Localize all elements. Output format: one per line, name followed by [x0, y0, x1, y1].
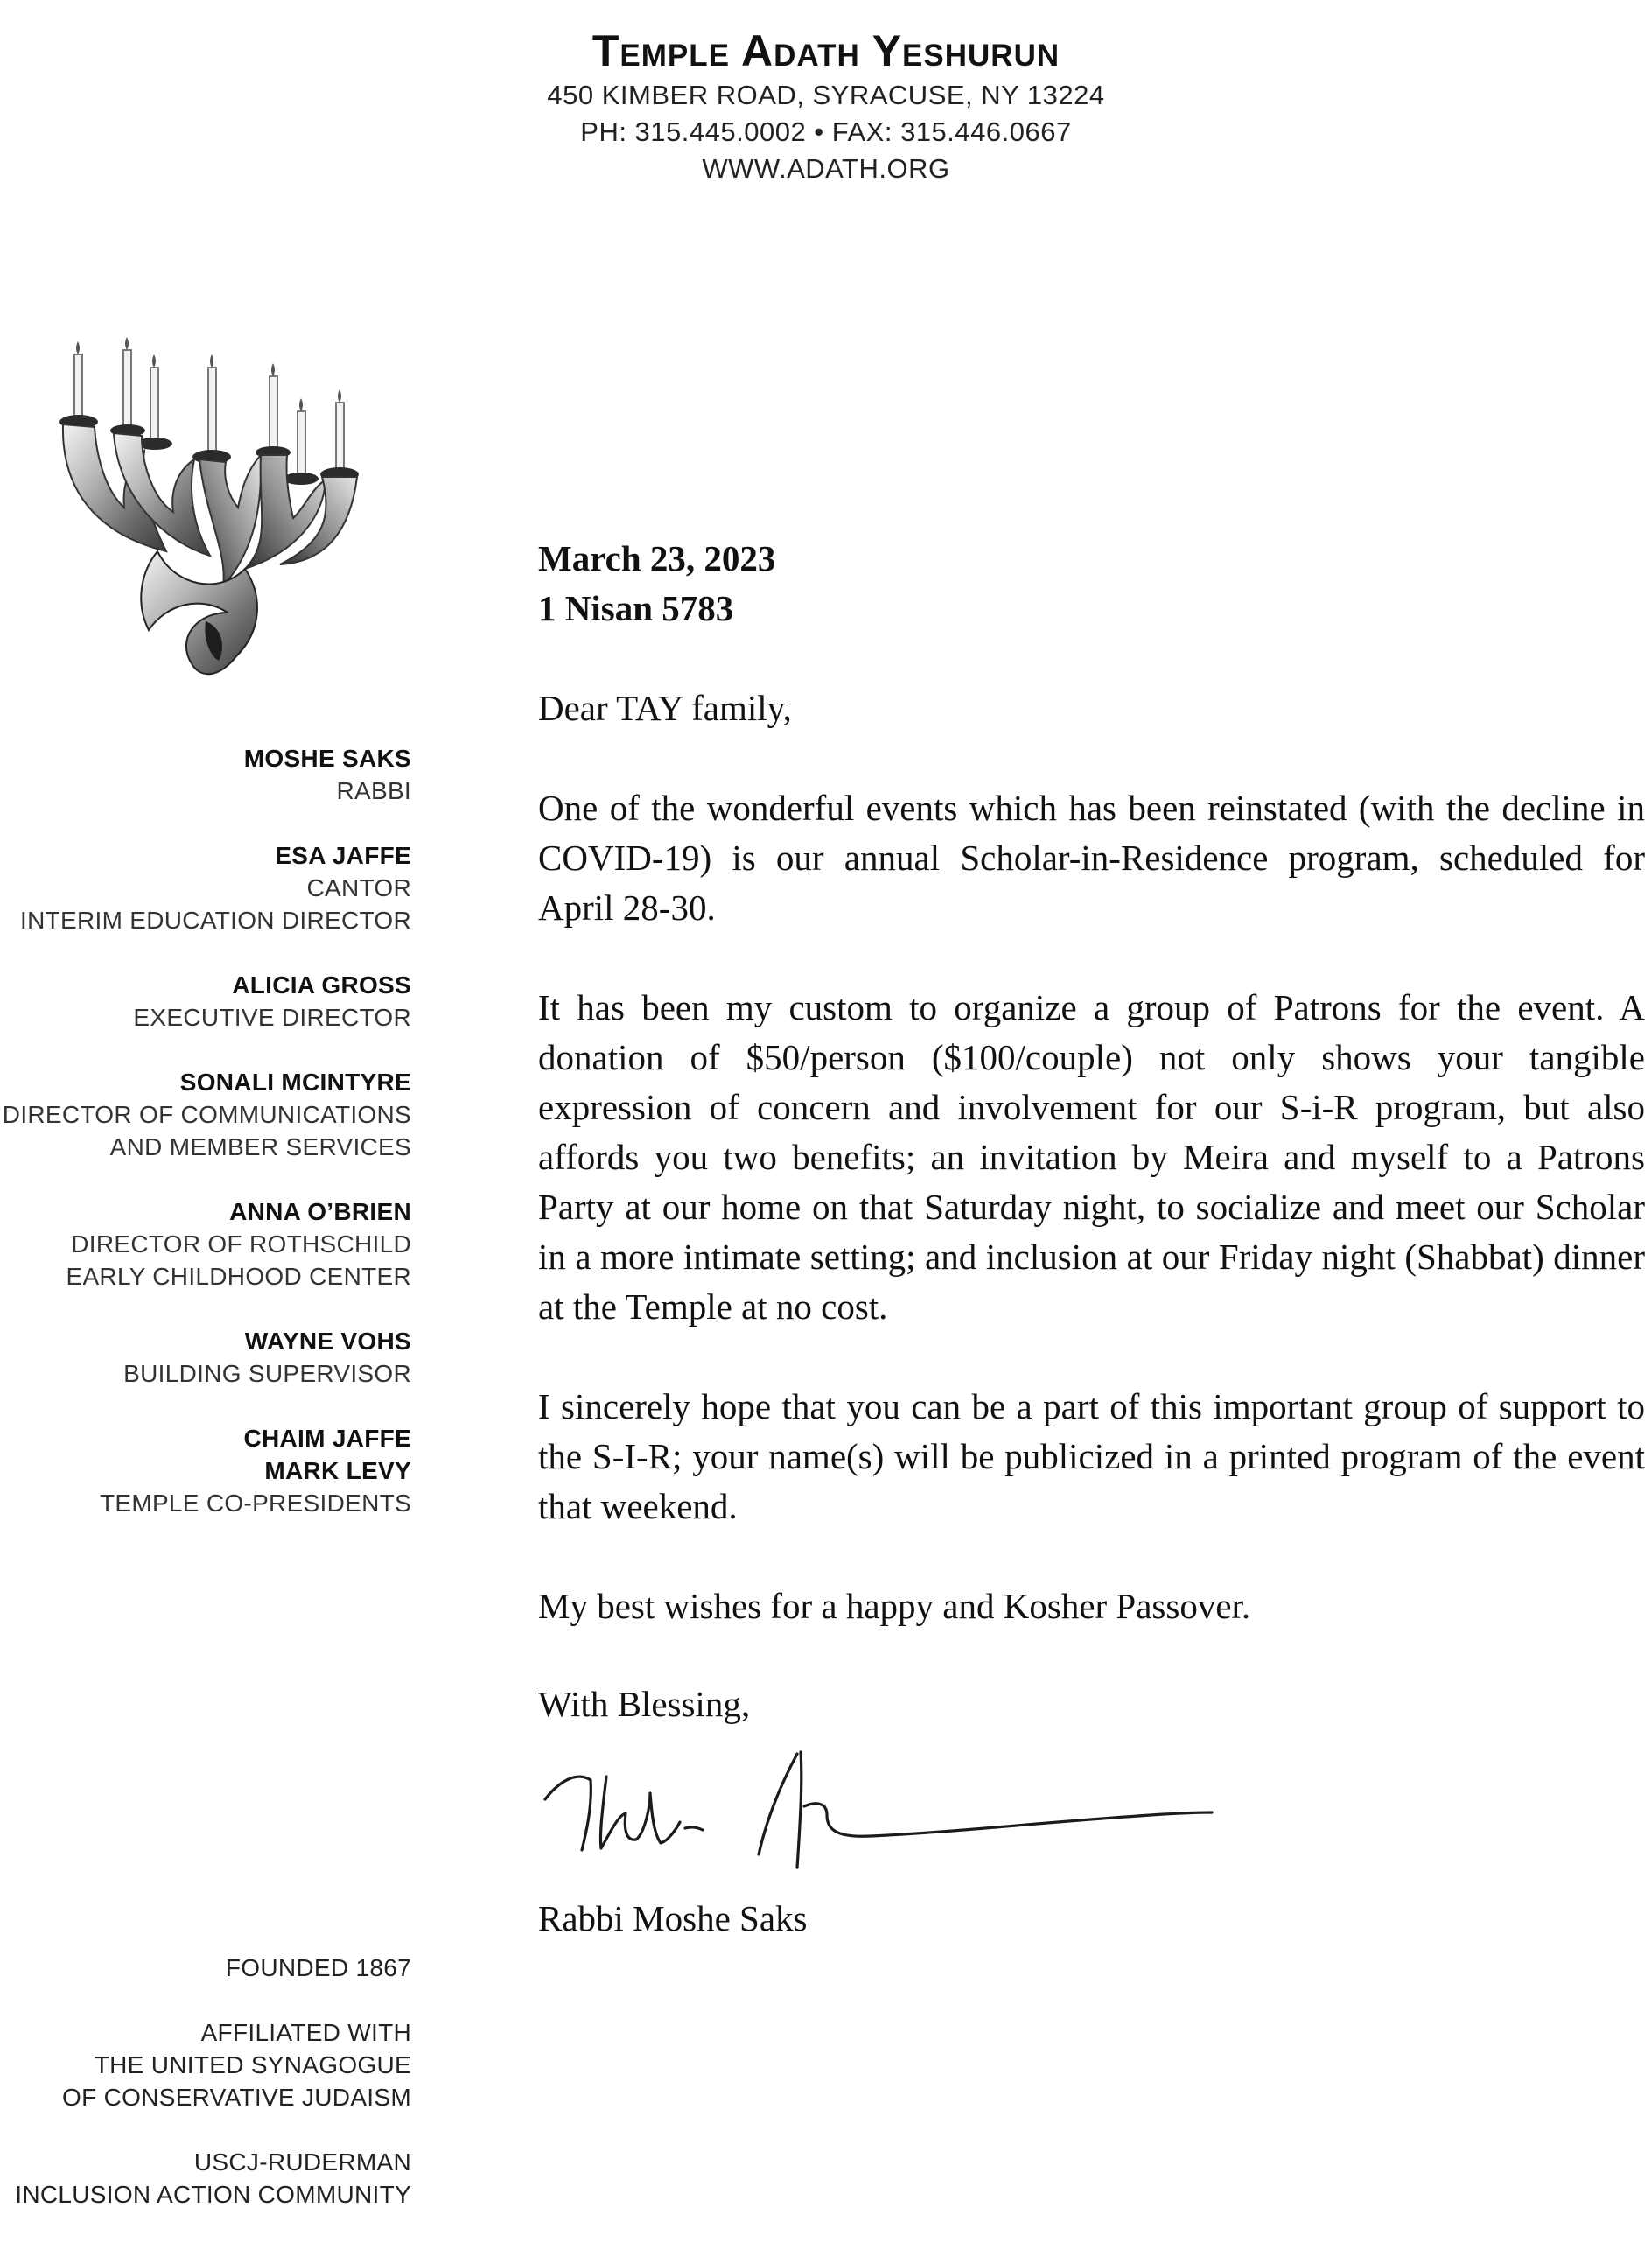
letter-paragraph: One of the wonderful events which has been reinstated (with the decline in COVID-19) is our annual Scholar-in-Residence program, scheduled for April 28-30. — [538, 788, 1645, 928]
staff-name: ANNA O’BRIEN — [229, 1198, 411, 1225]
letter-signoff: With Blessing, — [538, 1684, 751, 1724]
signer-name: Rabbi Moshe Saks — [538, 1898, 808, 1938]
staff-role: CANTOR — [306, 874, 411, 901]
staff-name: SONALI MCINTYRE — [179, 1069, 411, 1096]
staff-role: RABBI — [336, 777, 411, 804]
staff-name: ESA JAFFE — [275, 842, 411, 869]
staff-entry-communications — [0, 1066, 411, 1163]
closing-wish: My best wishes for a happy and Kosher Passover. — [538, 1586, 1251, 1626]
staff-role: AND MEMBER SERVICES — [109, 1133, 411, 1160]
letter-body — [538, 534, 1645, 1944]
staff-name: MOSHE SAKS — [243, 745, 411, 772]
staff-entry-co-presidents — [0, 1422, 411, 1519]
affiliation-notes — [0, 1952, 411, 2243]
menorah-logo-icon — [44, 333, 394, 700]
note-line: THE UNITED SYNAGOGUE — [94, 2051, 411, 2078]
staff-role: DIRECTOR OF COMMUNICATIONS — [2, 1101, 411, 1128]
note-line: INCLUSION ACTION COMMUNITY — [15, 2181, 411, 2208]
staff-directory — [0, 742, 411, 1552]
staff-name: MARK LEVY — [264, 1457, 411, 1484]
organization-phone-fax: PH: 315.445.0002 • FAX: 315.446.0667 — [580, 116, 1072, 147]
note-line: OF CONSERVATIVE JUDAISM — [62, 2084, 411, 2111]
letterhead — [0, 25, 1652, 187]
organization-address: 450 KIMBER ROAD, SYRACUSE, NY 13224 — [547, 80, 1105, 110]
staff-entry-cantor — [0, 839, 411, 936]
letter-paragraph: It has been my custom to organize a group of Patrons for the event. A donation of $50/person ($100/couple) not only shows your tangible expression of concern and involvement for our S-i-R program, but also affords you two benefits; an invitation by Meira and myself to a Patrons Party at our home on that Saturday night, to socialize and meet our Scholar in a more intimate setting; and inclusion at our Friday night (Shabbat) dinner at the Temple at no cost. — [538, 987, 1645, 1327]
organization-name: Temple Adath Yeshurun — [592, 26, 1060, 75]
letter-greeting: Dear TAY family, — [538, 688, 792, 728]
staff-role: EXECUTIVE DIRECTOR — [133, 1004, 411, 1031]
staff-name: WAYNE VOHS — [244, 1328, 411, 1355]
date-hebrew: 1 Nisan 5783 — [538, 588, 734, 628]
staff-entry-rabbi — [0, 742, 411, 807]
note-line: AFFILIATED WITH — [200, 2019, 411, 2046]
staff-name: ALICIA GROSS — [232, 971, 411, 999]
affiliation-note — [0, 2016, 411, 2113]
handwritten-signature-icon — [538, 1745, 1221, 1876]
date-gregorian: March 23, 2023 — [538, 538, 776, 578]
staff-role: BUILDING SUPERVISOR — [123, 1360, 411, 1387]
organization-website: WWW.ADATH.ORG — [702, 153, 950, 184]
founded-note — [0, 1952, 411, 1984]
staff-entry-early-childhood — [0, 1195, 411, 1293]
staff-role: INTERIM EDUCATION DIRECTOR — [20, 907, 411, 934]
letter-date — [538, 534, 1645, 634]
staff-role: DIRECTOR OF ROTHSCHILD — [71, 1230, 411, 1258]
staff-role: EARLY CHILDHOOD CENTER — [66, 1263, 411, 1290]
inclusion-note — [0, 2146, 411, 2211]
note-line: FOUNDED 1867 — [225, 1954, 411, 1981]
letter-paragraph: I sincerely hope that you can be a part of this important group of support to the S-I-R; your name(s) will be publicized in a printed program of the event that weekend. — [538, 1386, 1645, 1526]
note-line: USCJ-RUDERMAN — [193, 2148, 411, 2176]
staff-entry-executive-director — [0, 969, 411, 1034]
staff-name: CHAIM JAFFE — [243, 1425, 411, 1452]
staff-entry-building — [0, 1325, 411, 1390]
staff-role: TEMPLE CO-PRESIDENTS — [99, 1489, 411, 1517]
